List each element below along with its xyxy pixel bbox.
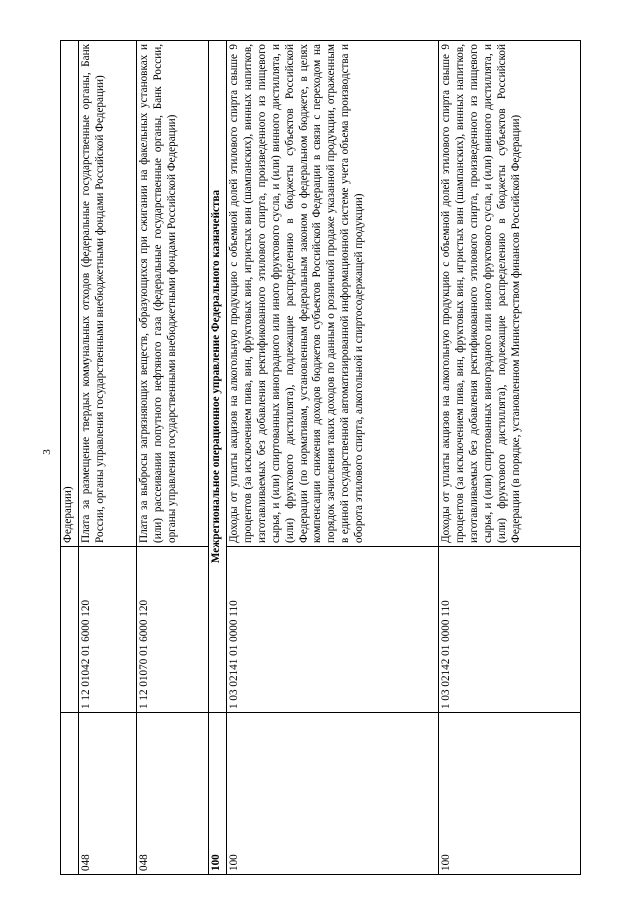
revenue-name-cell: Плата за размещение твердых коммунальных отходов (федеральные государственные органы, Банк России, органы управления государственными внебюджетными фондами Российской Федерации) (79, 41, 137, 547)
admin-code-cell (61, 713, 79, 875)
rotated-page (60, 41, 580, 875)
table-row (137, 41, 209, 875)
table-row (439, 41, 581, 875)
revenue-name-cell: Доходы от уплаты акцизов на алкогольную продукцию с объемной долей этилового спирта свыше 9 процентов (за исключением пива, вин, фруктовых вин, игристых вин (шампанских), винных напитков, изготавливаемых без добавления ректификованного этилового спирта, произведенного из пищевого сырья, и (или) спиртованных виноградного или иного фруктового сусла, и (или) винного дистиллята, и (или) фруктового дистиллята), подлежащие распределению в бюджеты субъектов Российской Федерации (по нормативам, установленным федеральным законом о федеральном бюджете, в целях компенсации снижения доходов бюджетов субъектов Российской Федерации в связи с переходом на порядок зачисления таких доходов по данным о розничной продаже указанной продукции, отраженным в единой государственной автоматизированной информационной системе учета объема производства и оборота этилового спирта, алкогольной и спиртосодержащей продукции) (227, 41, 439, 547)
kbk-cell: 1 12 01070 01 6000 120 (137, 547, 209, 713)
revenue-name-cell: Федерации) (61, 41, 79, 547)
section-code-cell: 100 (209, 713, 227, 875)
kbk-cell: 1 03 02142 01 0000 110 (439, 547, 581, 713)
section-title: Межрегиональное операционное управление Федерального казначейства (209, 41, 227, 713)
table-row (227, 41, 439, 875)
table-row (79, 41, 137, 875)
revenue-name-cell: Плата за выбросы загрязняющих веществ, образующихся при сжигании на факельных установках и (или) рассеивании попутного нефтяного газа (федеральные государственные органы, Банк России, органы управления государственными внебюджетными фондами Российской Федерации) (137, 41, 209, 547)
page-number: 3 (41, 449, 53, 455)
kbk-cell: 1 12 01042 01 6000 120 (79, 547, 137, 713)
revenue-name-cell: Доходы от уплаты акцизов на алкогольную продукцию с объемной долей этилового спирта свыше 9 процентов (за исключением пива, вин, фруктовых вин, игристых вин (шампанских), винных напитков, изготавливаемых без добавления ректификованного этилового спирта, произведенного из пищевого сырья, и (или) спиртованных виноградного или иного фруктового сусла, и (или) винного дистиллята, и (или) фруктового дистиллята), подлежащие распределению в бюджеты субъектов Российской Федерации (в порядке, установленном Министерством финансов Российской Федерации) (439, 41, 581, 547)
admin-code-cell: 048 (79, 713, 137, 875)
kbk-cell (61, 547, 79, 713)
admin-code-cell: 100 (227, 713, 439, 875)
admin-code-cell: 048 (137, 713, 209, 875)
kbk-cell: 1 03 02141 01 0000 110 (227, 547, 439, 713)
section-header-row (209, 41, 227, 875)
revenue-codes-table (60, 40, 581, 875)
table-row (61, 41, 79, 875)
admin-code-cell: 100 (439, 713, 581, 875)
